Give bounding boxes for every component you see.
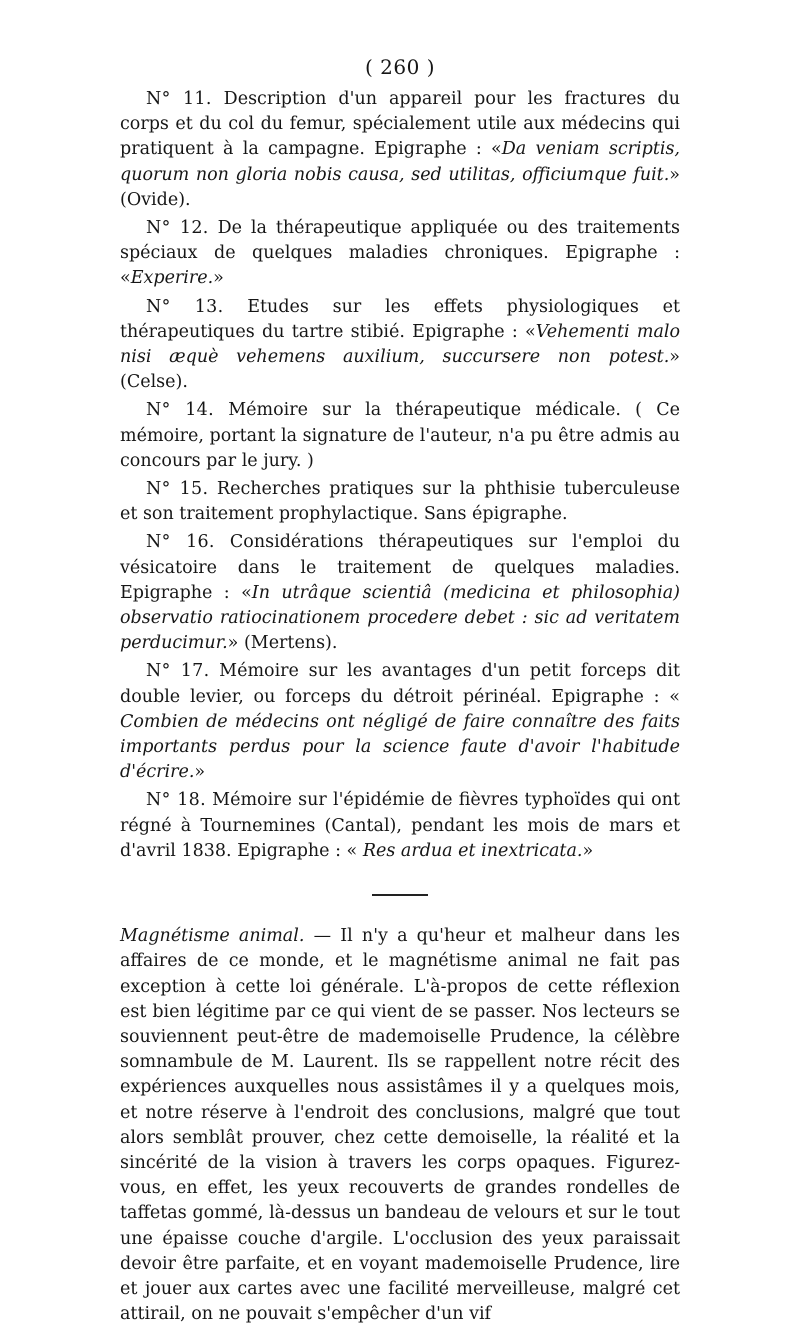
document-page bbox=[120, 55, 680, 1327]
entry-text: Description d'un appareil pour les fractures du corps et du col du femur, spécialement utile aux médecins qui pratiquent à la campagne. Epigraphe : « bbox=[120, 89, 680, 160]
entry-number: N° 12. bbox=[146, 218, 209, 239]
entry-after: » (Mertens). bbox=[227, 633, 338, 654]
entry-number: N° 11. bbox=[146, 89, 212, 109]
entry-after: » (Ovide). bbox=[120, 164, 680, 210]
entry-number: N° 16. bbox=[146, 532, 215, 553]
entry-number: N° 18. bbox=[146, 790, 206, 811]
entry bbox=[120, 477, 680, 527]
entry-epigraph: Vehementi malo nisi æquè vehemens auxilium, succursere non potest. bbox=[120, 321, 681, 368]
entry-text: Mémoire sur l'épidémie de fièvres typhoïdes qui ont régné à Tournemines (Cantal), pendant les mois de mars et d'avril 1838. Epigraphe : « bbox=[120, 790, 680, 861]
entry bbox=[120, 295, 680, 396]
article-paragraph bbox=[120, 924, 680, 1327]
entry-list bbox=[120, 87, 680, 864]
entry-text: Recherches pratiques sur la phthisie tuberculeuse et son traitement prophylactique. Sans épigraphe. bbox=[120, 479, 680, 525]
article-body: Il n'y a qu'heur et malheur dans les affaires de ce monde, et le magnétisme animal ne fait pas exception à cette loi générale. L'à-propos de cette réflexion est bien légitime par ce qui vient de se passer. Nos lecteurs se souviennent peut-être de mademoiselle Prudence, la célèbre somnambule de M. Laurent. Ils se rappellent notre récit des expériences auxquelles nous assistâmes il y a quelques mois, et notre réserve à l'endroit des conclusions, malgré que tout alors semblât prouver, chez cette demoiselle, la réalité et la sincérité de la vision à travers les corps opaques. Figurez-vous, en effet, les yeux recouverts de grandes rondelles de taffetas gommé, là-dessus un bandeau de velours et sur le tout une épaisse couche d'argile. L'occlusion des yeux paraissait devoir être parfaite, et en voyant mademoiselle Prudence, lire et jouer aux cartes avec une facilité merveilleuse, malgré cet attirail, on ne pouvait s'empêcher d'un vif bbox=[120, 926, 680, 1325]
article-dash: — bbox=[304, 926, 341, 947]
entry-number: N° 17. bbox=[146, 661, 210, 682]
entry-text: Etudes sur les effets physiologiques et thérapeutiques du tartre stibié. Epigraphe : « bbox=[120, 296, 680, 342]
entry bbox=[120, 659, 680, 785]
entry-after: » bbox=[213, 268, 224, 289]
section-divider bbox=[372, 894, 428, 896]
entry-after: » bbox=[194, 762, 206, 783]
entry-text: Mémoire sur la thérapeutique médicale. ( Ce mémoire, portant la signature de l'auteur, n'a pu être admis au concours par le jury. ) bbox=[120, 400, 680, 471]
entry-text: Considérations thérapeutiques sur l'emploi du vésicatoire dans le traitement de quelques maladies. Epigraphe : « bbox=[120, 532, 680, 603]
entry bbox=[120, 788, 680, 864]
article-heading: Magnétisme animal. bbox=[120, 926, 305, 947]
entry-after: » (Celse). bbox=[120, 347, 680, 393]
entry bbox=[120, 87, 680, 213]
entry-number: N° 15. bbox=[146, 479, 209, 500]
entry-epigraph: Combien de médecins ont négligé de faire connaître des faits importants perdus pour la science faute d'avoir l'habitude d'écrire. bbox=[120, 711, 680, 783]
entry-text: De la thérapeutique appliquée ou des traitements spéciaux de quelques maladies chroniques. Epigraphe : « bbox=[120, 218, 680, 289]
entry-epigraph: In utrâque scientiâ (medicina et philosophia) observatio ratiocinationem procedere debet : sic ad veritatem perducimur. bbox=[120, 582, 680, 654]
entry-epigraph: Da veniam scriptis, quorum non gloria nobis causa, sed utilitas, officiumque fuit. bbox=[120, 139, 680, 185]
article bbox=[120, 924, 680, 1327]
entry-after: » bbox=[582, 840, 594, 861]
entry-epigraph: Res ardua et inextricata. bbox=[357, 840, 583, 861]
entry bbox=[120, 530, 680, 656]
entry-text: Mémoire sur les avantages d'un petit forceps dit double levier, ou forceps du détroit périnéal. Epigraphe : « bbox=[120, 661, 680, 707]
entry-number: N° 13. bbox=[146, 296, 224, 317]
entry bbox=[120, 398, 680, 474]
entry bbox=[120, 216, 680, 292]
entry-number: N° 14. bbox=[146, 400, 214, 421]
entry-epigraph: Experire. bbox=[130, 268, 214, 289]
page-number: ( 260 ) bbox=[365, 55, 435, 79]
